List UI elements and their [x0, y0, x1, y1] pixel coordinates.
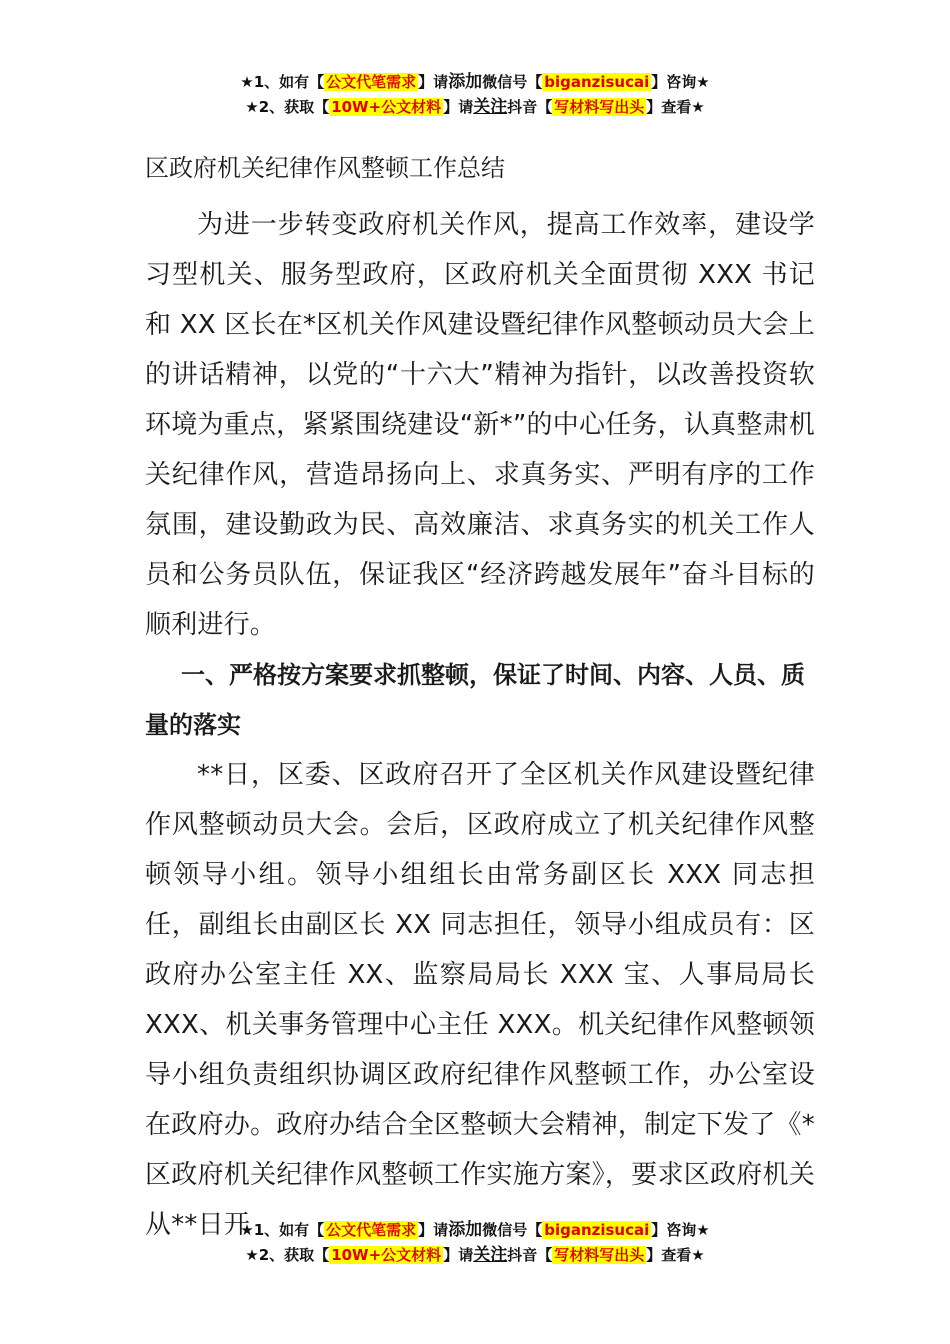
emphasis-follow: 关注: [473, 97, 508, 117]
banner-text: 】咨询★: [651, 1221, 710, 1239]
banner-line-1: [0, 1218, 950, 1243]
highlight-ghostwriting: 公文代笔需求: [326, 73, 417, 91]
banner-text: 】查看★: [646, 98, 705, 116]
highlight-douyin-account: 写材料写出头: [554, 98, 645, 116]
banner-text: 】咨询★: [651, 73, 710, 91]
document-title: 区政府机关纪律作风整顿工作总结: [145, 154, 505, 182]
banner-text: 】请: [418, 1221, 449, 1239]
intro-paragraph: 为进一步转变政府机关作风，提高工作效率，建设学习型机关、服务型政府，区政府机关全面贯彻 XXX 书记和 XX 区长在*区机关作风建设暨纪律作风整顿动员大会上的讲话精神，以党的“十六大”精神为指针，以改善投资软环境为重点，紧紧围绕建设“新*”的中心任务，认真整肃机关纪律作风，营造昂扬向上、求真务实、严明有序的工作氛围，建设勤政为民、高效廉洁、求真务实的机关工作人员和公务员队伍，保证我区“经济跨越发展年”奋斗目标的顺利进行。: [145, 210, 815, 640]
footer-banner: [0, 1218, 950, 1268]
banner-text: ★2、获取【: [245, 98, 330, 116]
banner-text: ★2、获取【: [245, 1246, 330, 1264]
banner-text: 抖音【: [507, 98, 553, 116]
header-banner: [0, 70, 950, 120]
banner-text: ★1、如有【: [240, 1221, 325, 1239]
banner-line-2: [0, 95, 950, 120]
document-body: [145, 150, 815, 1250]
banner-text: ★1、如有【: [240, 73, 325, 91]
section-1-paragraph: **日，区委、区政府召开了全区机关作风建设暨纪律作风整顿动员大会。会后，区政府成立了机关纪律作风整顿领导小组。领导小组组长由常务副区长 XXX 同志担任，副组长由副区长 XX 同志担任，领导小组成员有：区政府办公室主任 XX、监察局局长 XXX 宝、人事局局长 XXX、机关事务管理中心主任 XXX。机关纪律作风整顿领导小组负责组织协调区政府纪律作风整顿工作，办公室设在政府办。政府办结合全区整顿大会精神，制定下发了《*区政府机关纪律作风整顿工作实施方案》，要求区政府机关从**日开: [145, 760, 815, 1240]
highlight-wechat-id: biganzisucai: [544, 1221, 650, 1239]
emphasis-add: 添加: [448, 1220, 483, 1240]
highlight-wechat-id: biganzisucai: [544, 73, 650, 91]
highlight-douyin-account: 写材料写出头: [554, 1246, 645, 1264]
banner-text: 微信号【: [482, 1221, 543, 1239]
emphasis-follow: 关注: [473, 1245, 508, 1265]
highlight-ghostwriting: 公文代笔需求: [326, 1221, 417, 1239]
section-1-heading: 一、严格按方案要求抓整顿，保证了时间、内容、人员、质量的落实: [145, 661, 805, 739]
emphasis-add: 添加: [448, 72, 483, 92]
banner-text: 微信号【: [482, 73, 543, 91]
banner-text: 】查看★: [646, 1246, 705, 1264]
banner-line-1: [0, 70, 950, 95]
banner-text: 】请: [443, 1246, 474, 1264]
banner-text: 】请: [443, 98, 474, 116]
highlight-materials: 10W+公文材料: [331, 98, 442, 116]
banner-text: 抖音【: [507, 1246, 553, 1264]
banner-text: 】请: [418, 73, 449, 91]
highlight-materials: 10W+公文材料: [331, 1246, 442, 1264]
banner-line-2: [0, 1243, 950, 1268]
